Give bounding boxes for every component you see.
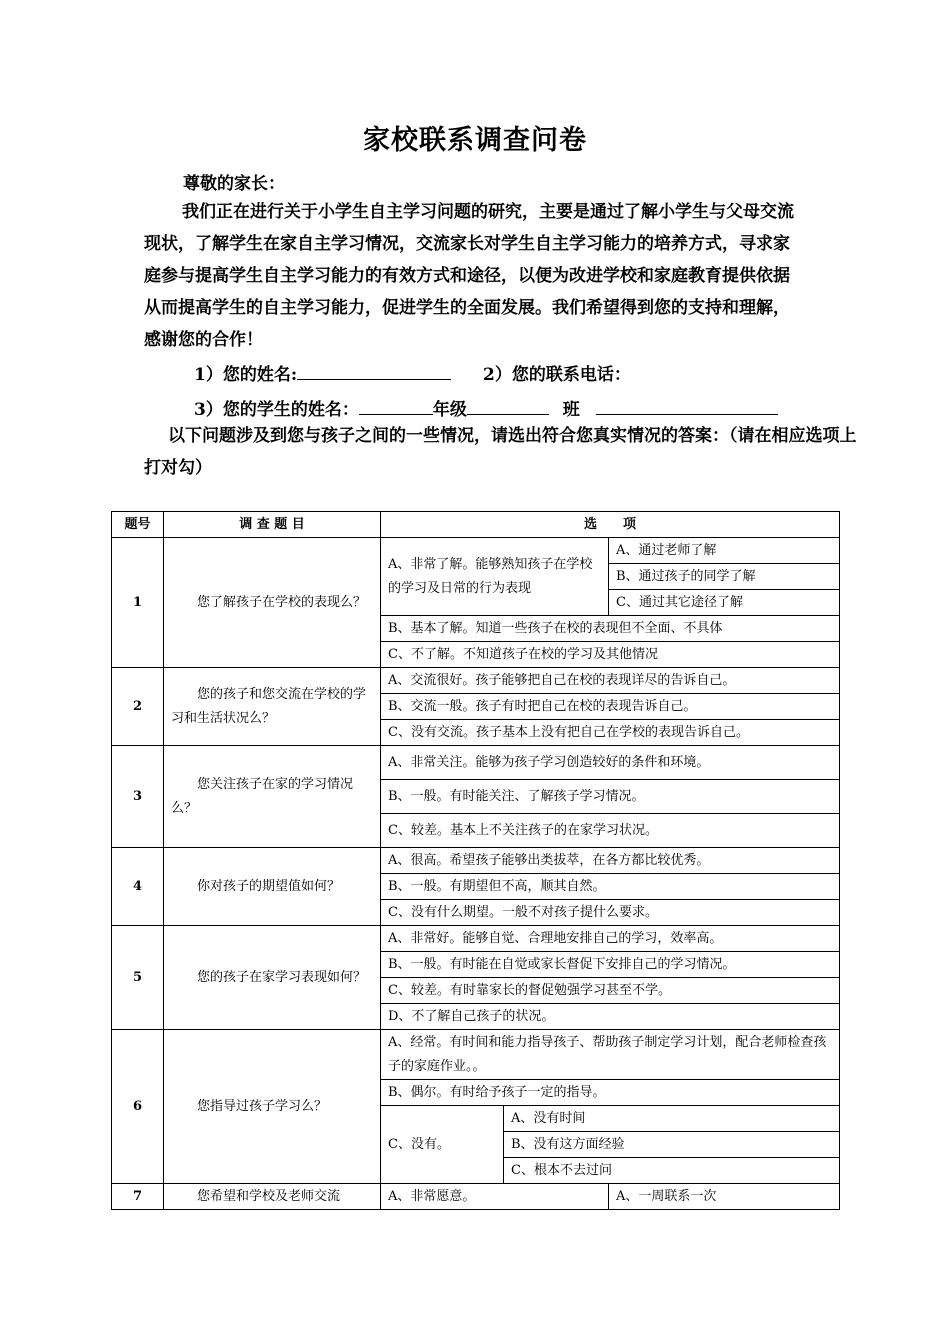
option-q1-a-sub-2[interactable]: B、通过孩子的同学了解: [609, 564, 840, 590]
table-row: [112, 746, 840, 780]
option-q5-c[interactable]: C、较差。有时靠家长的督促勉强学习甚至不学。: [381, 978, 840, 1004]
intro-line: 现状，了解学生在家自主学习情况，交流家长对学生自主学习能力的培养方式，寻求家: [144, 234, 790, 254]
intro-paragraph: [144, 196, 864, 356]
name-field-row: [194, 360, 631, 385]
question-text: 您的孩子在家学习表现如何？: [164, 926, 381, 1030]
option-q1-b[interactable]: B、基本了解。知道一些孩子在校的表现但不全面、不具体: [381, 616, 840, 642]
table-row: [112, 668, 840, 694]
class-label: 班: [562, 400, 580, 420]
question-number: 7: [112, 1184, 164, 1210]
question-number: 4: [112, 848, 164, 926]
table-row: [112, 538, 840, 564]
header-question: 调 查 题 目: [164, 512, 381, 538]
option-q7-a[interactable]: A、非常愿意。: [381, 1184, 609, 1210]
grade-label: 年级: [432, 400, 467, 420]
question-number: 3: [112, 746, 164, 848]
intro-line: 感谢您的合作！: [144, 330, 263, 350]
question-number: 2: [112, 668, 164, 746]
option-q4-b[interactable]: B、一般。有期望但不高，顺其自然。: [381, 874, 840, 900]
option-q6-c-sub-2[interactable]: B、没有这方面经验: [504, 1132, 840, 1158]
name-label: 1）您的姓名:: [194, 365, 298, 385]
phone-label: 2）您的联系电话：: [483, 365, 631, 385]
option-q6-c-sub-3[interactable]: C、根本不去过问: [504, 1158, 840, 1184]
intro-line: 从而提高学生的自主学习能力，促进学生的全面发展。我们希望得到您的支持和理解，: [144, 298, 790, 318]
student-field-row: [194, 395, 778, 420]
option-q1-a[interactable]: A、非常了解。能够熟知孩子在学校的学习及日常的行为表现: [381, 538, 609, 616]
option-q5-a[interactable]: A、非常好。能够自觉、合理地安排自己的学习，效率高。: [381, 926, 840, 952]
option-q6-b[interactable]: B、偶尔。有时给予孩子一定的指导。: [381, 1080, 840, 1106]
option-q2-c[interactable]: C、没有交流。孩子基本上没有把自己在学校的表现告诉自己。: [381, 720, 840, 746]
table-row: [112, 848, 840, 874]
header-options: 选 项: [381, 512, 840, 538]
table-row: [112, 1030, 840, 1080]
question-text: 你对孩子的期望值如何？: [164, 848, 381, 926]
class-input[interactable]: [596, 398, 778, 415]
option-q2-a[interactable]: A、交流很好。孩子能够把自己在校的表现详尽的告诉自己。: [381, 668, 840, 694]
name-input[interactable]: [297, 363, 451, 380]
option-q3-a[interactable]: A、非常关注。能够为孩子学习创造较好的条件和环境。: [381, 746, 840, 780]
header-number: 题号: [112, 512, 164, 538]
option-q1-a-sub-3[interactable]: C、通过其它途径了解: [609, 590, 840, 616]
intro-line: 我们正在进行关于小学生自主学习问题的研究，主要是通过了解小学生与父母交流: [182, 202, 794, 222]
option-q3-c[interactable]: C、较差。基本上不关注孩子的在家学习状况。: [381, 814, 840, 848]
option-q6-a[interactable]: A、经常。有时间和能力指导孩子、帮助孩子制定学习计划，配合老师检查孩子的家庭作业。。: [381, 1030, 840, 1080]
option-q2-b[interactable]: B、交流一般。孩子有时把自己在校的表现告诉自己。: [381, 694, 840, 720]
question-text: 您了解孩子在学校的表现么？: [164, 538, 381, 668]
option-q5-d[interactable]: D、不了解自己孩子的状况。: [381, 1004, 840, 1030]
option-q4-a[interactable]: A、很高。希望孩子能够出类拔萃，在各方都比较优秀。: [381, 848, 840, 874]
option-q4-c[interactable]: C、没有什么期望。一般不对孩子提什么要求。: [381, 900, 840, 926]
option-q6-c-sub-1[interactable]: A、没有时间: [504, 1106, 840, 1132]
question-text: 您希望和学校及老师交流: [164, 1184, 381, 1210]
page-title: 家校联系调查问卷: [363, 125, 587, 156]
grade-input[interactable]: [467, 398, 549, 415]
option-q1-c[interactable]: C、不了解。不知道孩子在校的学习及其他情况: [381, 642, 840, 668]
table-row: [112, 1184, 840, 1210]
option-q5-b[interactable]: B、一般。有时能在自觉或家长督促下安排自己的学习情况。: [381, 952, 840, 978]
question-text: 您指导过孩子学习么？: [164, 1030, 381, 1184]
table-header-row: [112, 512, 840, 538]
option-q7-a-sub-1[interactable]: A、一周联系一次: [609, 1184, 840, 1210]
option-q6-c[interactable]: C、没有。: [381, 1106, 504, 1184]
question-number: 5: [112, 926, 164, 1030]
intro-line: 庭参与提高学生自主学习能力的有效方式和途径，以便为改进学校和家庭教育提供依据: [144, 266, 790, 286]
student-name-input[interactable]: [359, 398, 433, 415]
option-q3-b[interactable]: B、一般。有时能关注、了解孩子学习情况。: [381, 780, 840, 814]
question-number: 6: [112, 1030, 164, 1184]
option-q1-a-sub-1[interactable]: A、通过老师了解: [609, 538, 840, 564]
question-number: 1: [112, 538, 164, 668]
instruction: 以下问题涉及到您与孩子之间的一些情况，请选出符合您真实情况的答案：（请在相应选项上打对勾）: [144, 426, 857, 478]
survey-table: [111, 511, 840, 1210]
greeting: 尊敬的家长：: [183, 174, 285, 194]
student-name-label: 3）您的学生的姓名：: [194, 400, 359, 420]
table-row: [112, 926, 840, 952]
question-text: 您的孩子和您交流在学校的学习和生活状况么？: [164, 668, 381, 746]
question-text: 您关注孩子在家的学习情况么？: [164, 746, 381, 848]
